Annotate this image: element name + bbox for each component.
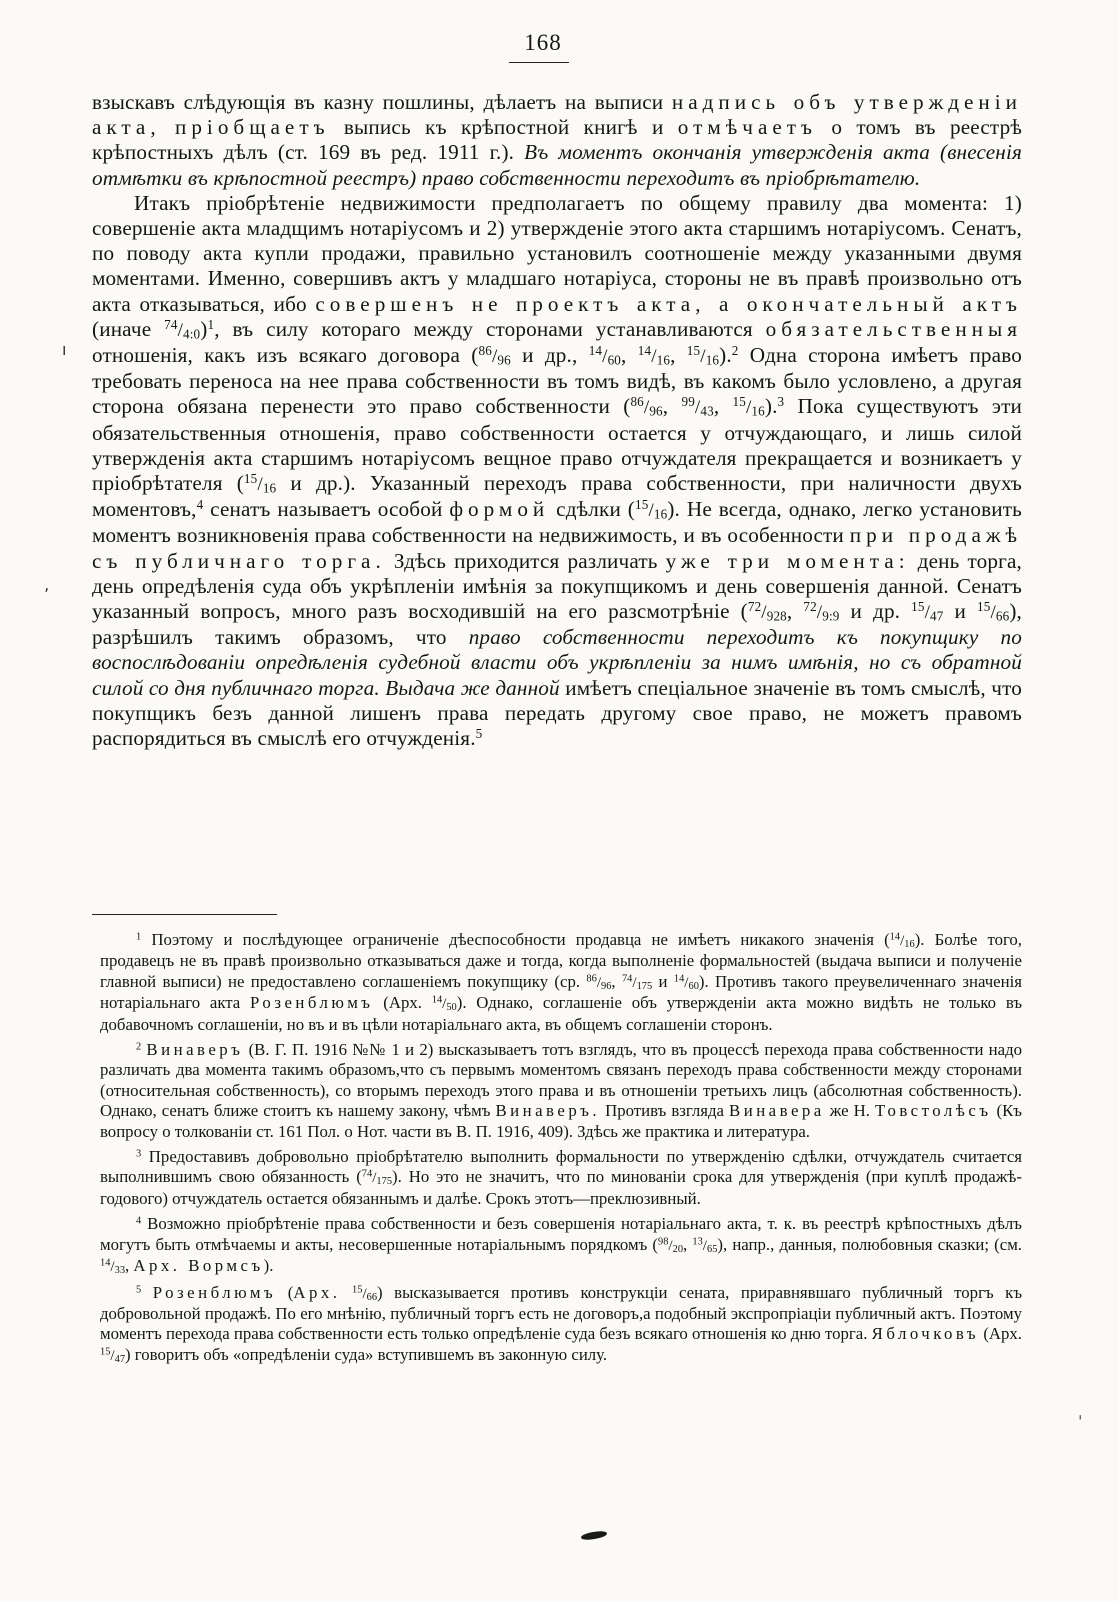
paragraph-1: взыскавъ слѣдующія въ казну пошлины, дѣлаетъ на выписи надпись объ утвержденіи акта, пріобщаетъ выпись къ крѣпостной книгѣ и отмѣчаетъ о томъ въ реестрѣ крѣпостныхъ дѣлъ (ст. 169 въ ред. 1911 г.). Въ моментъ окончанія утвержденія акта (внесенія отмѣтки въ крѣпостной реестръ) право собственности переходитъ въ пріобрѣтателю. — [92, 90, 1022, 190]
main-text — [92, 90, 1022, 751]
citation-fraction: $^{15}/_{47}$ — [100, 1346, 126, 1365]
citation-fraction: $^{86}/_{96}$ — [586, 973, 612, 992]
citation-fraction: $^{72}/_{9:9}$ — [803, 598, 840, 624]
margin-mark: ı — [62, 340, 67, 359]
footnote-number: 4 — [136, 1215, 142, 1227]
footnote-5: $^5$ Розенблюмъ (Арх. $^{15}/_{66}$) высказывается противъ конструкціи сената, приравнявшаго публичный торгъ къ добровольной продажѣ. По его мнѣнію, публичный торгъ есть не договоръ,а подобный экспропріаціи публичный актъ. Поэтому моментъ перехода права собственности есть только опредѣленіе суда безъ всякаго отношенія ко дню торга. Яблочковъ (Арх. $^{15}/_{47}$) говоритъ объ «опредѣленіи суда» вступившемъ въ законную силу. — [100, 1282, 1023, 1365]
page-number: 168 — [524, 30, 562, 55]
citation-fraction: $^{14}/_{50}$ — [431, 994, 457, 1014]
citation-fraction: $^{86}/_{96}$ — [630, 394, 663, 420]
footnote-ref: 3 — [777, 394, 785, 410]
footnote-number: 3 — [136, 1148, 142, 1160]
citation-fraction: $^{72}/_{928}$ — [747, 598, 787, 624]
page-number-rule — [509, 62, 569, 63]
italic-emphasis: право собственности переходитъ къ покупщику по воспослѣдованіи опредѣленія судебной власти объ укрѣпленіи за нимъ имѣнія, но съ обратной силой со дня публичнаго торга. Выдача же данной — [92, 625, 1022, 700]
citation-fraction: $^{15}/_{16}$ — [635, 497, 668, 522]
footnote-ref: 5 — [475, 725, 483, 741]
footnote-ref: 4 — [196, 497, 204, 513]
footnote-number: 5 — [136, 1283, 142, 1295]
citation-fraction: $^{13}/_{65}$ — [692, 1235, 718, 1255]
citation-fraction: $^{15}/_{66}$ — [977, 598, 1010, 624]
citation-fraction: $^{15}/_{16}$ — [243, 470, 277, 496]
footnote-ref: 1 — [207, 316, 215, 332]
footnote-number: 2 — [136, 1041, 142, 1053]
footnote-3: $^3$ Предоставивъ добровольно пріобрѣтателю выполнить формальности по утвержденію сдѣлки, отчуждатель считается выполнившимъ свою обязанность $(^{74}/_{175})$. Но это не значитъ, что по минованіи срока для утвержденія (при куплѣ продажѣ-годового) отчуждатель остается обязаннымъ и далѣе. Срокъ этотъ—преклюзивный. — [100, 1147, 1022, 1208]
margin-mark: ʼ — [44, 585, 50, 604]
citation-fraction: $^{14}/_{33}$ — [100, 1257, 126, 1277]
citation-fraction: $^{74}/_{175}$ — [621, 973, 653, 992]
italic-emphasis: Въ моментъ окончанія утвержденія акта (внесенія отмѣтки въ крѣпостной реестръ) право собственности переходитъ въ пріобрѣтателю. — [92, 140, 1022, 190]
footnote-4: $^4$ Возможно пріобрѣтеніе права собственности и безъ совершенія нотаріальнаго акта, т. к. въ реестрѣ крѣпостныхъ дѣлъ могутъ быть отмѣчаемы и акты, несовершенные нотаріальнымъ порядкомъ ($^{98}/_{20}$, $^{13}/_{65}$), напр., данныя, полюбовныя сказки; (см. $^{14}/_{33}$, Арх. Вормсъ). — [100, 1214, 1023, 1277]
citation-fraction: $^{74}/_{4:0}$ — [164, 316, 201, 342]
citation-fraction: $^{99}/_{43}$ — [681, 394, 714, 420]
citation-fraction: $^{98}/_{20}$ — [658, 1235, 684, 1255]
citation-fraction: $^{15}/_{47}$ — [911, 598, 944, 624]
footnotes — [100, 930, 1022, 1371]
citation-fraction: $^{86}/_{96}$ — [478, 342, 511, 368]
citation-fraction: $^{15}/_{16}$ — [686, 342, 720, 368]
citation-fraction: $^{14}/_{60}$ — [588, 342, 622, 368]
citation-fraction: $^{15}/_{16}$ — [732, 394, 765, 420]
ink-smudge — [581, 1530, 608, 1541]
citation-fraction: $^{14}/_{16}$ — [637, 342, 671, 368]
citation-fraction: $^{74}/_{175}$ — [361, 1168, 393, 1188]
footnote-number: 1 — [136, 931, 142, 943]
footnote-separator — [92, 914, 277, 915]
footnote-2: $^2$ Винаверъ (В. Г. П. 1916 №№ 1 и 2) высказываетъ тотъ взглядъ, что въ процессѣ перехода права собственности надо различать два момента такимъ образомъ,что съ первымъ моментомъ связанъ переходъ права собственности между сторонами (относительная собственность), со вторымъ переходъ этого права и въ отношеніи третьихъ лицъ (абсолютная собственность). Однако, сенатъ ближе стоитъ къ нашему закону, чѣмъ Винаверъ. Противъ взгляда Винавера же Н. Товстолѣсъ (Къ вопросу о толкованіи ст. 161 Пол. о Нот. части въ В. П. 1916, 409). Здѣсь же практика и литература. — [100, 1040, 1023, 1141]
citation-fraction: $^{14}/_{16}$ — [889, 931, 915, 951]
paragraph-2: Итакъ пріобрѣтеніе недвижимости предполагаетъ по общему правилу два момента: 1) совершеніе акта младщимъ нотаріусомъ и 2) утвержденіе этого акта старшимъ нотаріусомъ. Сенатъ, по поводу акта купли продажи, правильно установилъ соотношеніе между указанными двумя моментами. Именно, совершивъ актъ у младшаго нотаріуса, стороны не въ правѣ произвольно отъ акта отказываться, ибо совершенъ не проектъ акта, а окончательный актъ (иначе $^{74}/_{4:0})^1$, въ силу котораго между сторонами устанавливаются обязательственныя отношенія, какъ изъ всякаго договора ($^{86}/_{96}$ и др., $^{14}/_{60}$, $^{14}/_{16}$, $^{15}/_{16}).^2$ Одна сторона имѣетъ право требовать переноса на нее права собственности въ томъ видѣ, въ какомъ было условлено, а другая сторона обязана перенести это право собственности ($^{86}/_{96}$, $^{99}/_{43}$, $^{15}/_{16}).^3$ Пока существуютъ эти обязательственныя отношенія, право собственности остается у отчуждающаго, и лишь силой утвержденія акта старшимъ нотаріусомъ вещное право отчуждателя прекращается и возникаетъ у пріобрѣтателя ($^{15}/_{16}$ и др.). Указанный переходъ права собственности, при наличности двухъ моментовъ,$^4$ сенатъ называетъ особой формой сдѣлки $(^{15}/_{16})$. Не всегда, однако, легко установить моментъ возникновенія права собственности на недвижимость, и въ особенности при продажѣ съ публичнаго торга. Здѣсь приходится различать уже три момента: день торга, день опредѣленія суда объ укрѣпленіи имѣнія за покупщикомъ и день совершенія данной. Сенатъ указанный вопросъ, много разъ восходившій на его разсмотрѣніе ($^{72}/_{928}$, $^{72}/_{9:9}$ и др. $^{15}/_{47}$ и $^{15}/_{66}$), разрѣшилъ такимъ образомъ, что право собственности переходитъ къ покупщику по воспослѣдованіи опредѣленія судебной власти объ укрѣпленіи за нимъ имѣнія, но съ обратной силой со дня публичнаго торга. Выдача же данной имѣетъ спеціальное значеніе въ томъ смыслѣ, что покупщикъ безъ данной лишенъ права передать другому свое право, не можетъ правомъ распорядиться въ смыслѣ его отчужденія.$^5$ — [92, 190, 1023, 751]
citation-fraction: $^{14}/_{60}$ — [673, 973, 699, 992]
citation-fraction: $^{15}/_{66}$ — [352, 1283, 378, 1303]
footnote-ref: 2 — [731, 342, 739, 358]
margin-mark: ˌ — [1078, 1402, 1083, 1421]
footnote-1: $^1$ Поэтому и послѣдующее ограниченіе дѣеспособности продавца не имѣетъ никакого значенія $(^{14}/_{16})$. Болѣе того, продавецъ не въ правѣ произвольно отказываться даже и тогда, когда выполненіе формальностей (выдача выписи и полученіе главной выписи) не предоставлено соглашеніемъ покупщику (ср. $^{86}/_{96}$, $^{74}/_{175}$ и $^{14}/_{60}$). Противъ такого преувеличеннаго значенія нотаріальнаго акта Розенблюмъ (Арх. $^{14}/_{50}$). Однако, соглашеніе объ утвержденіи акта можно видѣть не только въ добавочномъ соглашеніи, но въ и въ цѣли нотаріальнаго акта, въ общемъ соглашеніи сторонъ. — [100, 930, 1023, 1034]
